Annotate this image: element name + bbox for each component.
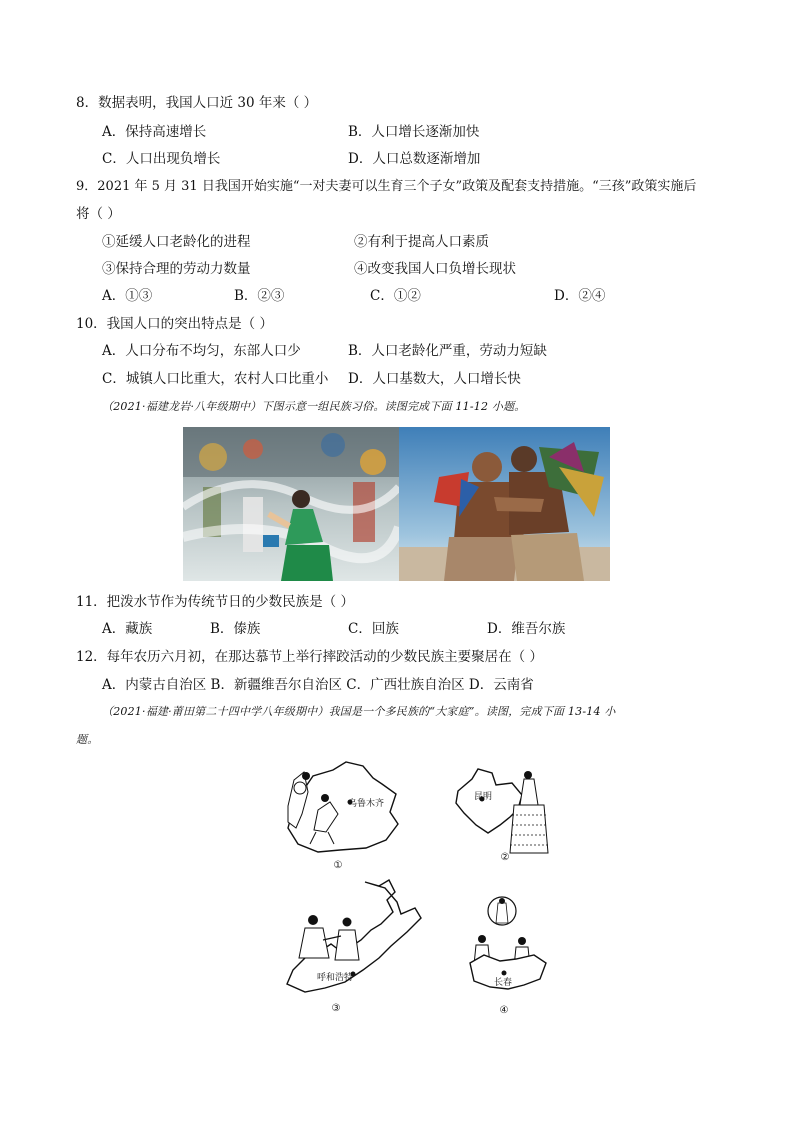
q8-option-b: B．人口增长逐渐加快 [348,124,480,140]
context-13-14-line1: （2021·福建·莆田第二十四中学八年级期中）我国是一个多民族的“大家庭”。读图，完成下面 13-14 小 [102,705,616,718]
q11-option-d: D．维吾尔族 [487,621,566,637]
map-4-city-label: 长春 [494,978,513,988]
q11-option-c: C．回族 [348,621,399,637]
q9-option-d: D．②④ [554,288,606,304]
q9-option-b: B．②③ [234,288,285,304]
q9-statement-3: ③保持合理的劳动力数量 [102,261,251,277]
q9-statement-1: ①延缓人口老龄化的进程 [102,234,251,250]
q12-options: A．内蒙古自治区 B．新疆维吾尔自治区 C．广西壮族自治区 D．云南省 [102,677,534,693]
q10-option-c: C．城镇人口比重大，农村人口比重小 [102,371,329,387]
water-splashing-festival-photo [183,427,399,581]
q8-option-c: C．人口出现负增长 [102,151,221,167]
mongolian-wrestling-photo [399,427,610,581]
q8-option-d: D．人口总数逐渐增加 [348,151,481,167]
q9-stem-line2: 将（ ） [76,206,121,222]
map-xinjiang [278,758,402,858]
q11-stem: 11．把泼水节作为传统节日的少数民族是（ ） [76,594,354,610]
q10-option-d: D．人口基数大，人口增长快 [348,371,521,387]
q9-statement-4: ④改变我国人口负增长现状 [354,261,516,277]
map-2-city-label: 昆明 [474,792,493,802]
map-4-number: ④ [499,1005,509,1016]
map-1-number: ① [333,860,343,871]
q8-stem: 8．数据表明，我国人口近 30 年来（ ） [76,95,318,111]
q11-option-b: B．傣族 [210,621,261,637]
context-11-12: （2021·福建龙岩·八年级期中）下图示意一组民族习俗。读图完成下面 11-12 小题。 [102,400,526,413]
q9-option-c: C．①② [370,288,421,304]
map-3-number: ③ [331,1003,341,1014]
q10-stem: 10．我国人口的突出特点是（ ） [76,316,273,332]
q11-option-a: A．藏族 [102,621,153,637]
context-13-14-line2: 题。 [76,733,99,746]
map-yunnan [452,765,552,865]
q12-stem: 12．每年农历六月初，在那达慕节上举行摔跤活动的少数民族主要聚居在（ ） [76,649,543,665]
q10-option-a: A．人口分布不均匀，东部人口少 [102,343,301,359]
map-1-city-label: 乌鲁木齐 [348,799,385,809]
q9-stem-line1: 9．2021 年 5 月 31 日我国开始实施“一对夫妻可以生育三个子女”政策及配套支持措施。“三孩”政策实施后 [76,179,697,194]
map-2-number: ② [500,852,510,863]
q8-option-a: A．保持高速增长 [102,124,207,140]
map-jilin [464,893,550,997]
q9-option-a: A．①③ [102,288,153,304]
q9-statement-2: ②有利于提高人口素质 [354,234,489,250]
map-3-city-label: 呼和浩特 [317,973,354,983]
q10-option-b: B．人口老龄化严重，劳动力短缺 [348,343,547,359]
map-inner-mongolia [283,878,423,1000]
